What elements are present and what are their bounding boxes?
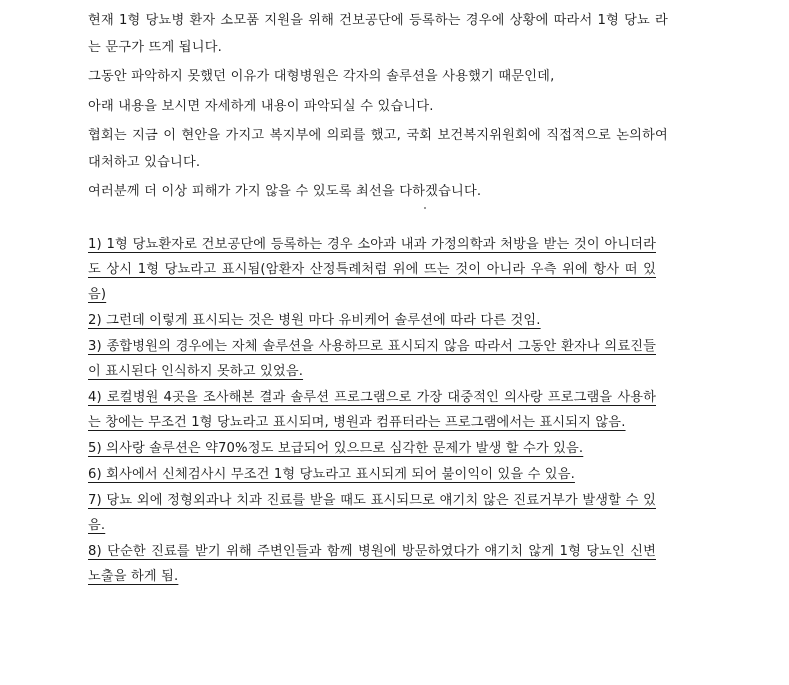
intro-paragraph: 그동안 파악하지 못했던 이유가 대형병원은 각자의 솔루션을 사용했기 때문인데, (88, 69, 555, 84)
intro-paragraph: 여러분께 더 이상 피해가 가지 않을 수 있도록 최선을 다하겠습니다. (88, 184, 482, 199)
stray-dot-mark (424, 207, 426, 209)
intro-paragraph: 협회는 지금 이 현안을 가지고 복지부에 의뢰를 했고, 국회 보건복지위원회에 직접적으로 논의하여 대처하고 있습니다. (88, 128, 668, 170)
list-item: 6) 회사에서 신체검사시 무조건 1형 당뇨라고 표시되게 되어 불이익이 있을 수 있음. (88, 467, 575, 482)
intro-paragraph: 아래 내용을 보시면 자세하게 내용이 파악되실 수 있습니다. (88, 98, 434, 114)
list-item: 4) 로컬병원 4곳을 조사해본 결과 솔루션 프로그램으로 가장 대중적인 의사랑 프로그램을 사용하는 창에는 무조건 1형 당뇨라고 표시되며, 병원과 컴퓨터라는 프로그램에서는 표시되지 않음. (88, 390, 656, 430)
list-item: 2) 그런데 이렇게 표시되는 것은 병원 마다 유비케어 솔루션에 따라 다른 것임. (88, 313, 541, 328)
list-item: 1) 1형 당뇨환자로 건보공단에 등록하는 경우 소아과 내과 가정의학과 처방을 받는 것이 아니더라도 상시 1형 당뇨라고 표시됨(암환자 산정특례처럼 위에 뜨는 것이 아니라 우측 위에 항사 떠 있음) (88, 237, 656, 302)
list-item: 3) 종합병원의 경우에는 자체 솔루션을 사용하므로 표시되지 않음 따라서 그동안 환자나 의료진들이 표시된다 인식하지 못하고 있었음. (88, 339, 656, 379)
intro-paragraph: 현재 1형 당뇨병 환자 소모품 지원을 위해 건보공단에 등록하는 경우에 상황에 따라서 1형 당뇨 라는 문구가 뜨게 됩니다. (88, 13, 668, 55)
list-item: 5) 의사랑 솔루션은 약70%정도 보급되어 있으므로 심각한 문제가 발생 할 수가 있음. (88, 441, 584, 456)
numbered-issue-list (88, 232, 656, 590)
list-item: 8) 단순한 진료를 받기 위해 주변인들과 함께 병원에 방문하였다가 얘기치 않게 1형 당뇨인 신변노출을 하게 됨. (88, 544, 656, 584)
intro-section (88, 8, 668, 209)
list-item: 7) 당뇨 외에 정형외과나 치과 진료를 받을 때도 표시되므로 얘기치 않은 진료거부가 발생할 수 있음. (88, 493, 656, 533)
